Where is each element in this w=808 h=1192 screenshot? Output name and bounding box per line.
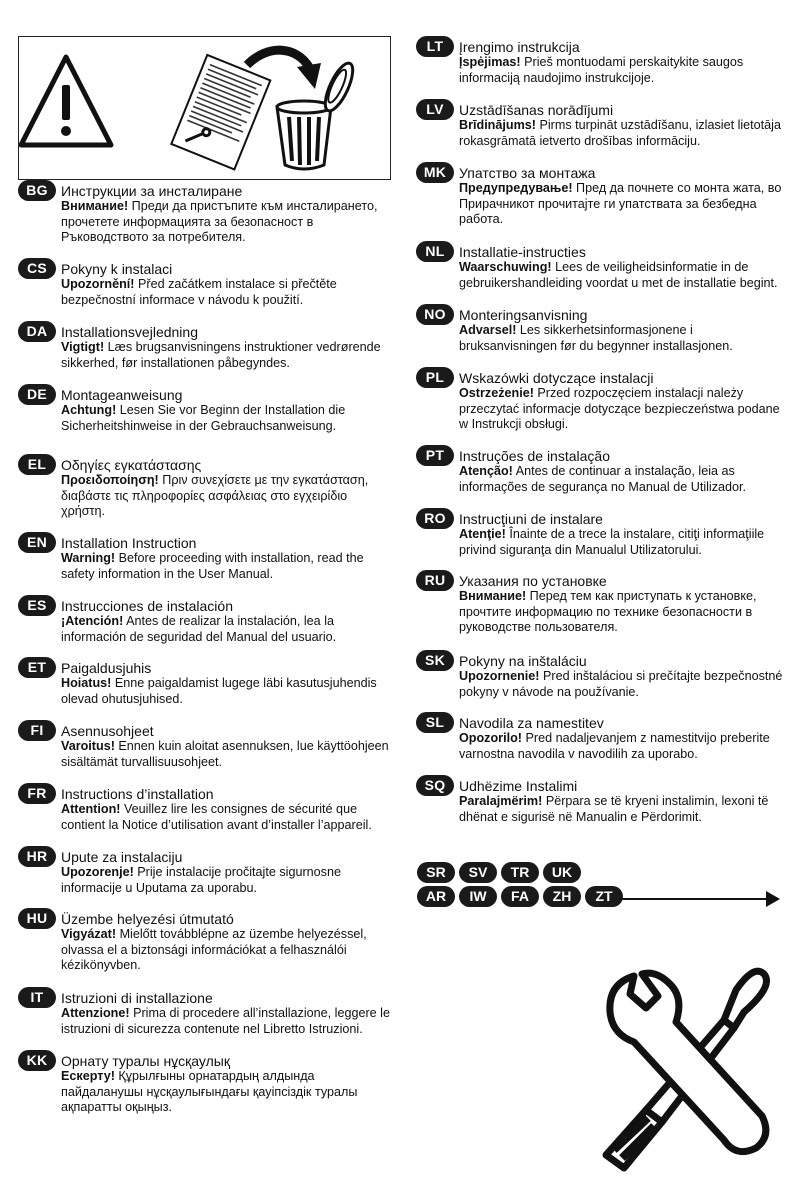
warning-label: Įspėjimas!	[459, 55, 521, 69]
wrench-screwdriver-icon	[586, 950, 792, 1182]
section-text	[459, 118, 790, 149]
section-text	[61, 340, 390, 371]
language-badge: SK	[416, 650, 454, 671]
section-text	[459, 527, 790, 558]
warning-text: Prieš montuodami perskaitykite saugos informaciją naudojimo instrukcijoje.	[459, 55, 744, 85]
section-title: Pokyny na inštaláciu	[459, 653, 587, 669]
section-text	[459, 323, 790, 354]
language-section-no	[416, 304, 790, 354]
language-section-et	[18, 657, 390, 707]
section-text	[61, 802, 390, 833]
section-text	[459, 464, 790, 495]
section-title: Üzembe helyezési útmutató	[61, 911, 234, 927]
language-badge: DA	[18, 321, 56, 342]
section-text	[459, 386, 790, 433]
warning-label: Paralajmërim!	[459, 794, 543, 808]
warning-text: Przed rozpoczęciem instalacji należy przeczytać informacje dotyczące bezpieczeństwa podane w Instrukcji obsługi.	[459, 386, 780, 432]
language-badge: KK	[18, 1050, 56, 1071]
language-badge: NL	[416, 241, 454, 262]
section-title: Udhëzime Instalimi	[459, 778, 578, 794]
language-section-da	[18, 321, 390, 371]
section-text	[459, 794, 790, 825]
language-section-de	[18, 384, 390, 434]
warning-label: ¡Atención!	[61, 614, 124, 628]
warning-label: Attenzione!	[61, 1006, 130, 1020]
section-title: Орнату туралы нұсқаулық	[61, 1053, 230, 1069]
language-badge: SV	[459, 862, 497, 883]
language-badge: LT	[416, 36, 454, 57]
language-badge: HR	[18, 846, 56, 867]
language-section-hu	[18, 908, 390, 974]
warning-text: Veuillez lire les consignes de sécurité que contient la Notice d’utilisation avant d’installer l’appareil.	[61, 802, 372, 832]
language-section-cs	[18, 258, 390, 308]
warning-illustration-box	[18, 36, 391, 180]
language-badge: IW	[459, 886, 497, 907]
section-title: Instructions d’installation	[61, 786, 214, 802]
section-title: Istruzioni di installazione	[61, 990, 213, 1006]
language-badge: SQ	[416, 775, 454, 796]
language-badge: AR	[417, 886, 455, 907]
warning-label: Upozornění!	[61, 277, 135, 291]
section-title: Asennusohjeet	[61, 723, 154, 739]
language-section-el	[18, 454, 390, 520]
warning-text: Înainte de a trece la instalare, citiţi informaţiile privind siguranţa din Manualul Utilizatorului.	[459, 527, 765, 557]
language-badge: LV	[416, 99, 454, 120]
language-section-es	[18, 595, 390, 645]
language-section-mk	[416, 162, 790, 228]
language-section-lt	[416, 36, 790, 86]
warning-label: Opozorilo!	[459, 731, 522, 745]
section-text	[459, 181, 790, 228]
language-section-fr	[18, 783, 390, 833]
language-badge: DE	[18, 384, 56, 405]
warning-label: Ескерту!	[61, 1069, 115, 1083]
language-badge: MK	[416, 162, 454, 183]
warning-text: Pred inštaláciou si prečítajte bezpečnostné pokyny v návode na používanie.	[459, 669, 783, 699]
warning-label: Waarschuwing!	[459, 260, 552, 274]
warning-triangle-icon	[21, 57, 111, 145]
warning-label: Attention!	[61, 802, 121, 816]
section-title: Installatie-instructies	[459, 244, 586, 260]
warning-text: Lees de veiligheidsinformatie in de gebruikershandleiding voordat u met de installatie begint.	[459, 260, 778, 290]
section-title: Įrengimo instrukcija	[459, 39, 580, 55]
section-title: Instrucţiuni de instalare	[459, 511, 603, 527]
warning-text: Læs brugsanvisningens instruktioner vedrørende sikkerhed, før installationen påbegyndes.	[61, 340, 381, 370]
section-title: Installation Instruction	[61, 535, 197, 551]
language-badge: ES	[18, 595, 56, 616]
section-text	[61, 277, 390, 308]
warning-label: Hoiatus!	[61, 676, 112, 690]
warning-label: Brīdinājums!	[459, 118, 536, 132]
warning-text: Enne paigaldamist lugege läbi kasutusjuhendis olevad ohutusjuhised.	[61, 676, 377, 706]
language-section-en	[18, 532, 390, 582]
warning-illustration	[19, 37, 389, 178]
language-badge: FA	[501, 886, 539, 907]
warning-text: Mielőtt továbblépne az üzembe helyezéssel, olvassa el a biztonsági információkat a felhasználói kézikönyvben.	[61, 927, 367, 973]
warning-label: Varoitus!	[61, 739, 115, 753]
section-text	[61, 927, 390, 974]
section-text	[61, 1006, 390, 1037]
language-section-ru	[416, 570, 790, 636]
right-arrow-icon	[620, 888, 782, 910]
warning-label: Upozornenie!	[459, 669, 540, 683]
language-badge: UK	[543, 862, 581, 883]
language-codes-row-2	[417, 886, 623, 907]
language-badge: ZT	[585, 886, 623, 907]
warning-text: Before proceeding with installation, read the safety information in the User Manual.	[61, 551, 364, 581]
warning-label: Warning!	[61, 551, 116, 565]
warning-label: Vigyázat!	[61, 927, 117, 941]
section-title: Uzstādīšanas norādījumi	[459, 102, 614, 118]
language-badge: TR	[501, 862, 539, 883]
section-title: Οδηγίες εγκατάστασης	[61, 457, 202, 473]
warning-label: Achtung!	[61, 403, 117, 417]
section-title: Wskazówki dotyczące instalacji	[459, 370, 654, 386]
section-title: Инструкции за инсталиране	[61, 183, 243, 199]
warning-label: Ostrzeżenie!	[459, 386, 534, 400]
language-section-lv	[416, 99, 790, 149]
section-text	[459, 55, 790, 86]
language-section-pl	[416, 367, 790, 433]
section-title: Pokyny k instalaci	[61, 261, 173, 277]
language-badge: CS	[18, 258, 56, 279]
section-title: Упатство за монтажа	[459, 165, 596, 181]
language-badge: PL	[416, 367, 454, 388]
warning-text: Prima di procedere all’installazione, leggere le istruzioni di sicurezza contenute nel Libretto Istruzioni.	[61, 1006, 390, 1036]
language-badge: IT	[18, 987, 56, 1008]
warning-text: Les sikkerhetsinformasjonene i bruksanvisningen før du begynner installasjonen.	[459, 323, 733, 353]
warning-label: Προειδοποίηση!	[61, 473, 159, 487]
section-title: Instruções de instalação	[459, 448, 610, 464]
other-language-codes	[417, 862, 623, 910]
section-text	[61, 1069, 390, 1116]
warning-label: Advarsel!	[459, 323, 517, 337]
section-text	[61, 614, 390, 645]
language-section-sq	[416, 775, 790, 825]
section-title: Monteringsanvisning	[459, 307, 588, 323]
warning-label: Внимание!	[61, 199, 129, 213]
language-section-hr	[18, 846, 390, 896]
language-badge: BG	[18, 180, 56, 201]
warning-text: Antes de realizar la instalación, lea la información de seguridad del Manual del usuario.	[61, 614, 337, 644]
section-title: Installationsvejledning	[61, 324, 198, 340]
language-badge: EN	[18, 532, 56, 553]
section-text	[61, 473, 390, 520]
section-title: Navodila za namestitev	[459, 715, 604, 731]
language-section-nl	[416, 241, 790, 291]
warning-text: Lesen Sie vor Beginn der Installation die Sicherheitshinweise in der Gebrauchsanweisung.	[61, 403, 346, 433]
section-title: Upute za instalaciju	[61, 849, 183, 865]
section-text	[459, 589, 790, 636]
warning-label: Предупредување!	[459, 181, 573, 195]
warning-text: Πριν συνεχίσετε με την εγκατάσταση, διαβάστε τις πληροφορίες ασφάλειας στο εγχειρίδιο χρήστη.	[61, 473, 369, 519]
language-badge: HU	[18, 908, 56, 929]
section-text	[459, 669, 790, 700]
section-title: Montageanweisung	[61, 387, 183, 403]
language-section-kk	[18, 1050, 390, 1116]
section-text	[61, 551, 390, 582]
language-badge: PT	[416, 445, 454, 466]
warning-text: Құрылғыны орнатардың алдында пайдаланушы нұсқаулығындағы қауіпсіздік туралы ақпаратты оқыңыз.	[61, 1069, 358, 1115]
language-badge: SL	[416, 712, 454, 733]
warning-text: Përpara se të kryeni instalimin, lexoni të dhënat e sigurisë në Manualin e Përdorimit.	[459, 794, 769, 824]
language-badge: RO	[416, 508, 454, 529]
section-text	[61, 199, 390, 246]
language-section-sl	[416, 712, 790, 762]
warning-text: Pirms turpināt uzstādīšanu, izlasiet lietotāja rokasgrāmatā ietverto drošības informāciju.	[459, 118, 781, 148]
language-section-bg	[18, 180, 390, 246]
language-badge: NO	[416, 304, 454, 325]
language-badge: ET	[18, 657, 56, 678]
language-badge: RU	[416, 570, 454, 591]
warning-text: Ennen kuin aloitat asennuksen, lue käyttöohjeen sisältämät turvallisuusohjeet.	[61, 739, 389, 769]
warning-label: Vigtigt!	[61, 340, 105, 354]
warning-text: Před začátkem instalace si přečtěte bezpečnostní informace v návodu k použití.	[61, 277, 337, 307]
manual-document-icon	[171, 55, 270, 169]
section-text	[61, 739, 390, 770]
section-text	[61, 865, 390, 896]
warning-text: Преди да пристъпите към инсталирането, прочетете информацията за безопасност в Ръководството за потребителя.	[61, 199, 378, 245]
language-section-fi	[18, 720, 390, 770]
section-title: Указания по установке	[459, 573, 607, 589]
section-text	[459, 731, 790, 762]
language-badge: FI	[18, 720, 56, 741]
section-title: Paigaldusjuhis	[61, 660, 152, 676]
warning-label: Atenţie!	[459, 527, 506, 541]
language-badge: ZH	[543, 886, 581, 907]
language-section-ro	[416, 508, 790, 558]
warning-label: Внимание!	[459, 589, 527, 603]
warning-text: Pred nadaljevanjem z namestitvijo preberite varnostna navodila v navodilih za uporabo.	[459, 731, 770, 761]
language-section-it	[18, 987, 390, 1037]
warning-text: Antes de continuar a instalação, leia as informações de segurança no Manual de Utilizador.	[459, 464, 747, 494]
language-badge: SR	[417, 862, 455, 883]
language-section-pt	[416, 445, 790, 495]
language-badge: EL	[18, 454, 56, 475]
warning-text: Пред да почнете со монта жата, во Прирачникот прочитајте ги упатствата за безбедна работа.	[459, 181, 782, 227]
language-codes-row-1	[417, 862, 623, 883]
warning-text: Перед тем как приступать к установке, прочтите информацию по технике безопасности в руководстве пользователя.	[459, 589, 757, 635]
warning-label: Atenção!	[459, 464, 513, 478]
section-text	[61, 676, 390, 707]
warning-text: Prije instalacije pročitajte sigurnosne informacije u Uputama za uporabu.	[61, 865, 341, 895]
warning-label: Upozorenje!	[61, 865, 134, 879]
section-text	[459, 260, 790, 291]
language-badge: FR	[18, 783, 56, 804]
section-title: Instrucciones de instalación	[61, 598, 233, 614]
language-section-sk	[416, 650, 790, 700]
section-text	[61, 403, 390, 434]
